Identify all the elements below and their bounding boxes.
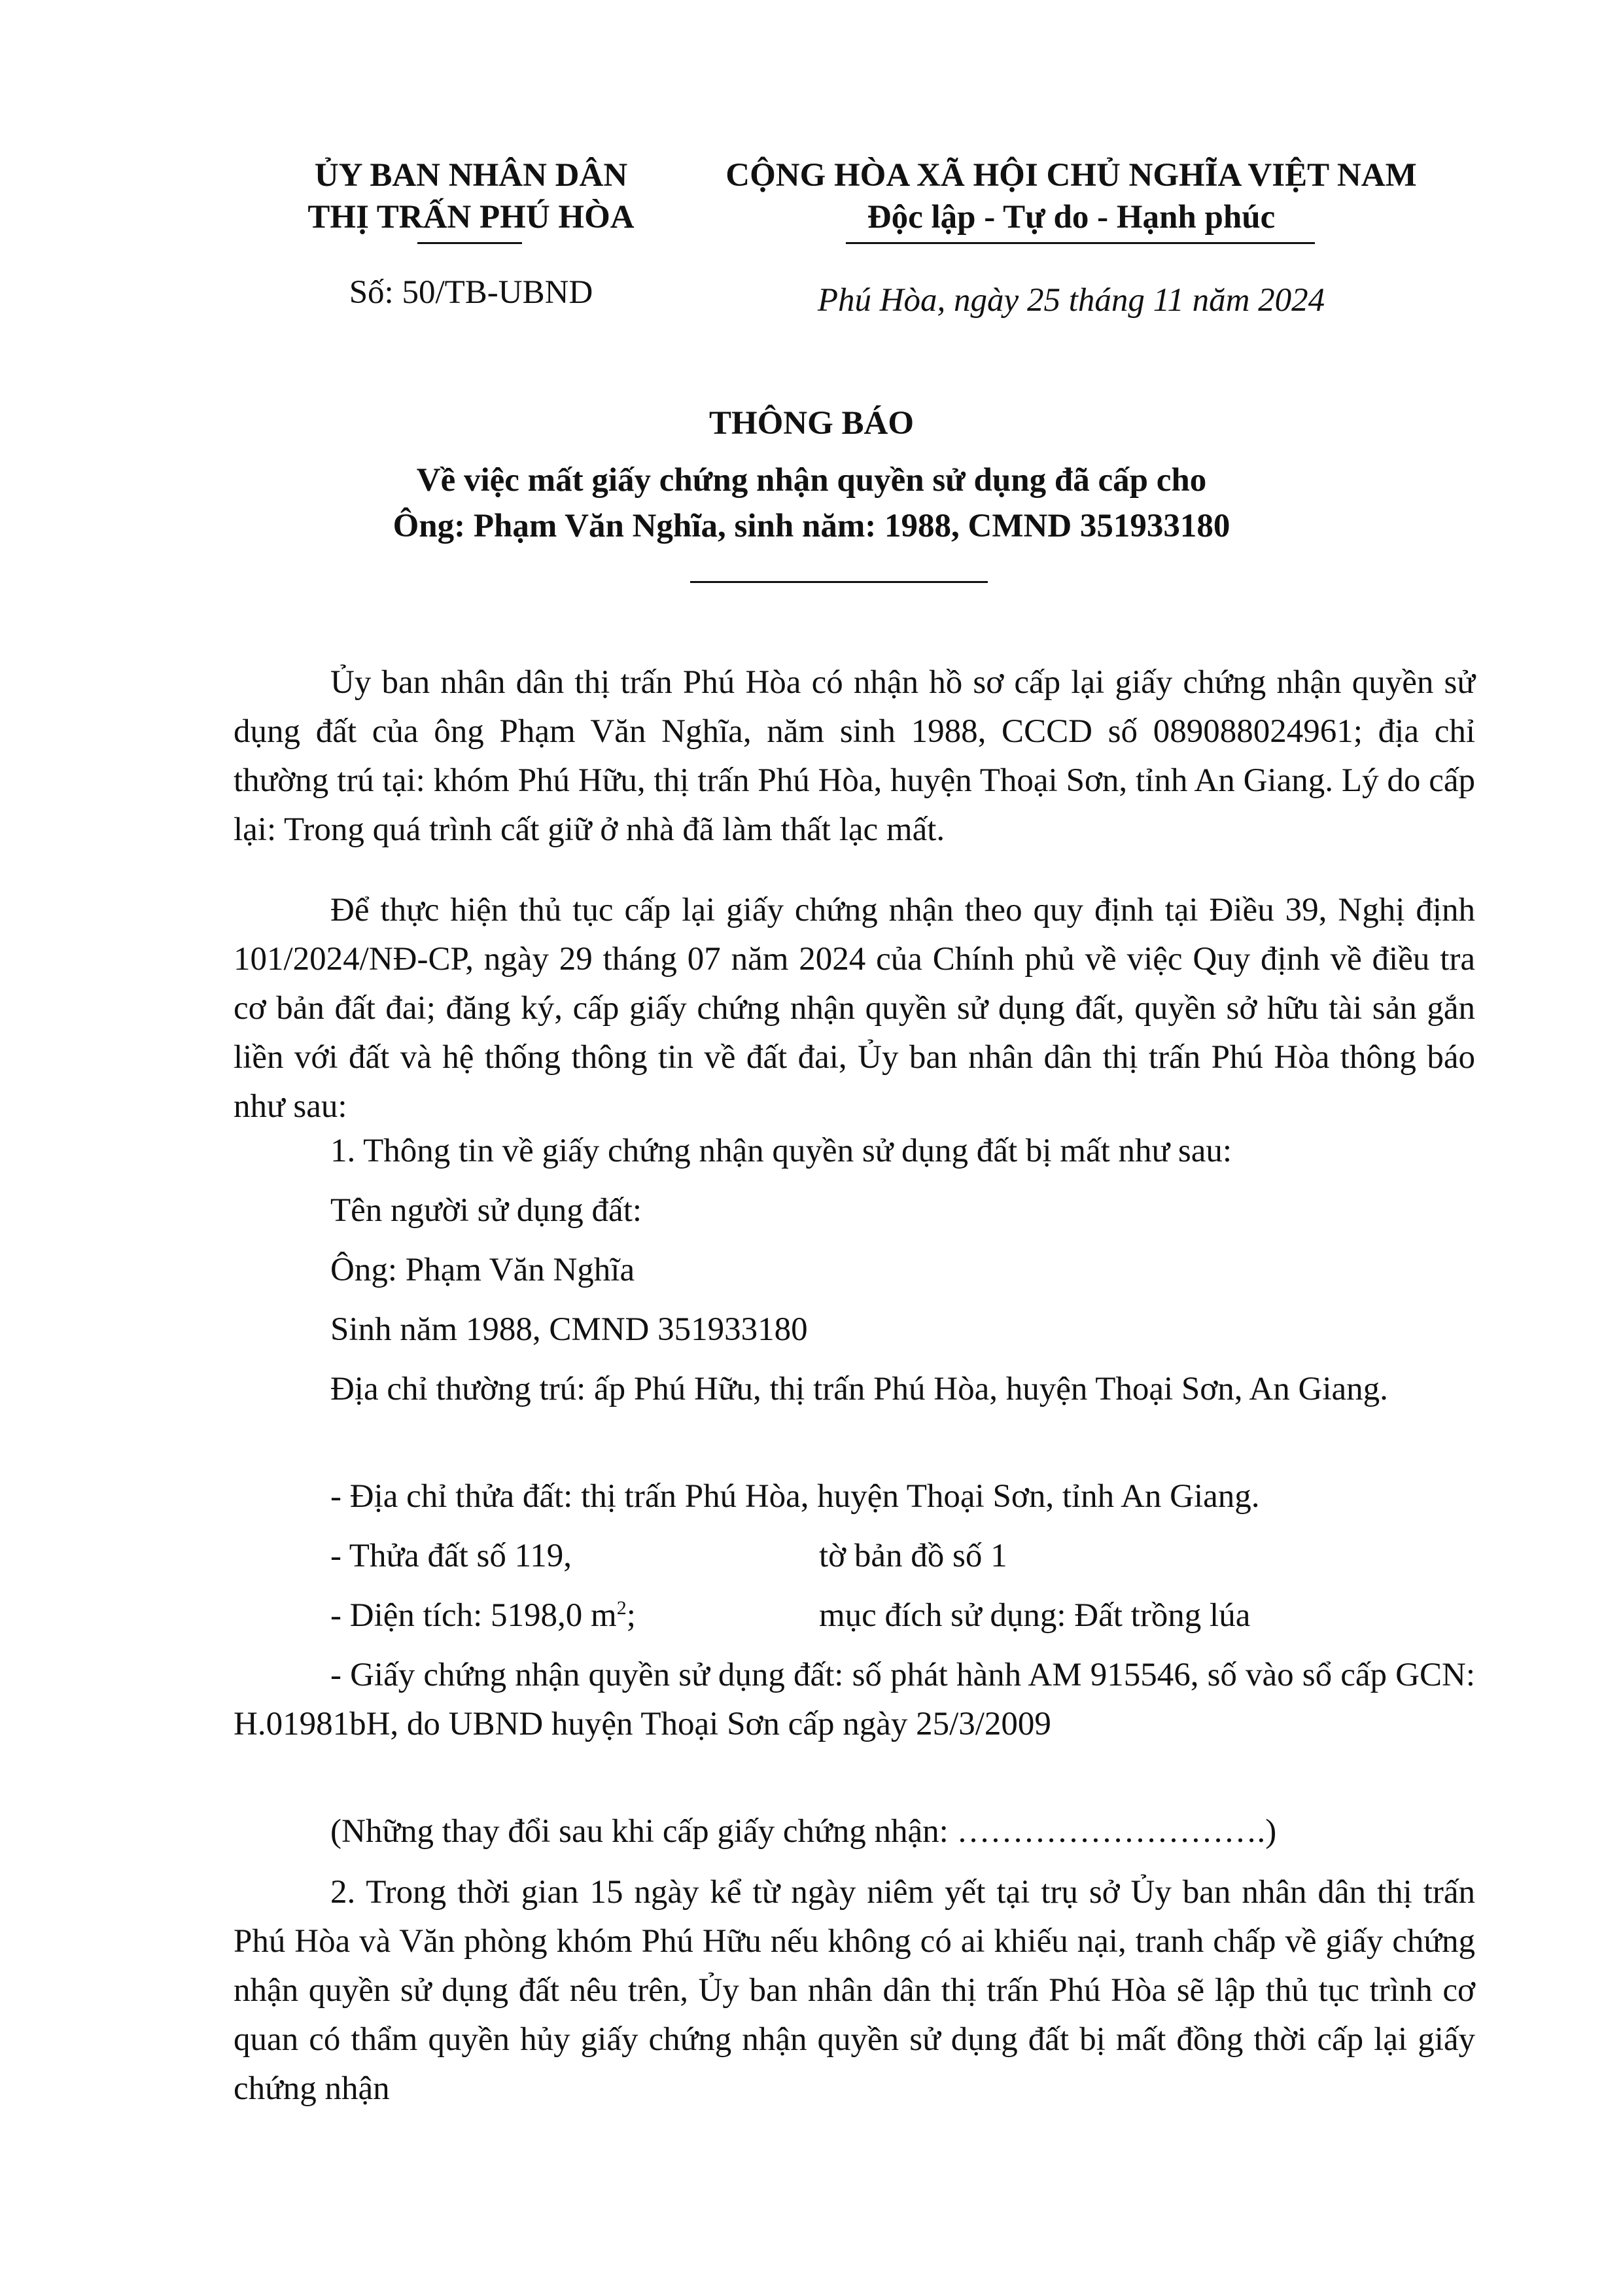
land-user-name: Ông: Phạm Văn Nghĩa bbox=[330, 1252, 635, 1288]
parcel-number: - Thửa đất số 119, bbox=[330, 1538, 572, 1574]
org-name-line1: ỦY BAN NHÂN DÂN bbox=[314, 157, 628, 194]
certificate-details: - Giấy chứng nhận quyền sử dụng đất: số phát hành AM 915546, số vào sổ cấp GCN: H.01981bH, do UBND huyện Thoại Sơn cấp ngày 25/3/2009 bbox=[234, 1657, 1475, 1742]
permanent-address: Địa chỉ thường trú: ấp Phú Hữu, thị trấn Phú Hòa, huyện Thoại Sơn, An Giang. bbox=[330, 1371, 1388, 1407]
title-underline bbox=[690, 581, 988, 583]
notice-title: THÔNG BÁO bbox=[708, 405, 915, 442]
land-use-purpose: mục đích sử dụng: Đất trồng lúa bbox=[819, 1597, 1251, 1634]
org-name-line2: THỊ TRẤN PHÚ HÒA bbox=[307, 199, 635, 236]
land-area-unit-exponent: 2 bbox=[616, 1597, 627, 1619]
land-user-birth: Sinh năm 1988, CMND 351933180 bbox=[330, 1311, 808, 1348]
nation-name: CỘNG HÒA XÃ HỘI CHỦ NGHĨA VIỆT NAM bbox=[725, 157, 1417, 194]
land-user-label: Tên người sử dụng đất: bbox=[330, 1192, 642, 1229]
place-date: Phú Hòa, ngày 25 tháng 11 năm 2024 bbox=[817, 282, 1325, 319]
map-sheet-number: tờ bản đồ số 1 bbox=[819, 1538, 1007, 1574]
nation-motto: Độc lập - Tự do - Hạnh phúc bbox=[867, 199, 1276, 236]
land-area-end: ; bbox=[626, 1597, 636, 1634]
land-area bbox=[330, 1591, 636, 1640]
motto-underline bbox=[846, 242, 1315, 244]
document-number: Số: 50/TB-UBND bbox=[349, 274, 593, 311]
land-area-value: - Diện tích: 5198,0 m bbox=[330, 1597, 617, 1634]
changes-after-issue: (Những thay đổi sau khi cấp giấy chứng nhận: ……………………….) bbox=[330, 1813, 1277, 1850]
land-address: - Địa chỉ thửa đất: thị trấn Phú Hòa, huyện Thoại Sơn, tỉnh An Giang. bbox=[330, 1478, 1260, 1515]
paragraph-intro: Ủy ban nhân dân thị trấn Phú Hòa có nhận hồ sơ cấp lại giấy chứng nhận quyền sử dụng đất của ông Phạm Văn Nghĩa, năm sinh 1988, CCCD số 089088024961; địa chỉ thường trú tại: khóm Phú Hữu, thị trấn Phú Hòa, huyện Thoại Sơn, tỉnh An Giang. Lý do cấp lại: Trong quá trình cất giữ ở nhà đã làm thất lạc mất. bbox=[234, 664, 1475, 848]
item-1-heading: 1. Thông tin về giấy chứng nhận quyền sử dụng đất bị mất như sau: bbox=[330, 1133, 1232, 1169]
item-2-paragraph: 2. Trong thời gian 15 ngày kể từ ngày niêm yết tại trụ sở Ủy ban nhân dân thị trấn Phú Hòa và Văn phòng khóm Phú Hữu nếu không có ai khiếu nại, tranh chấp về giấy chứng nhận quyền sử dụng đất nêu trên, Ủy ban nhân dân thị trấn Phú Hòa sẽ lập thủ tục trình cơ quan có thẩm quyền hủy giấy chứng nhận quyền sử dụng đất bị mất đồng thời cấp lại giấy chứng nhận bbox=[234, 1874, 1475, 2107]
paragraph-legal-basis: Để thực hiện thủ tục cấp lại giấy chứng nhận theo quy định tại Điều 39, Nghị định 101/2024/NĐ-CP, ngày 29 tháng 07 năm 2024 của Chính phủ về việc Quy định về điều tra cơ bản đất đai; đăng ký, cấp giấy chứng nhận quyền sử dụng đất, quyền sở hữu tài sản gắn liền với đất và hệ thống thông tin về đất đai, Ủy ban nhân dân thị trấn Phú Hòa thông báo như sau: bbox=[234, 892, 1475, 1125]
notice-subject-line1: Về việc mất giấy chứng nhận quyền sử dụng đã cấp cho bbox=[416, 462, 1207, 499]
notice-subject-line2: Ông: Phạm Văn Nghĩa, sinh năm: 1988, CMND 351933180 bbox=[393, 508, 1230, 544]
org-underline bbox=[417, 242, 522, 244]
